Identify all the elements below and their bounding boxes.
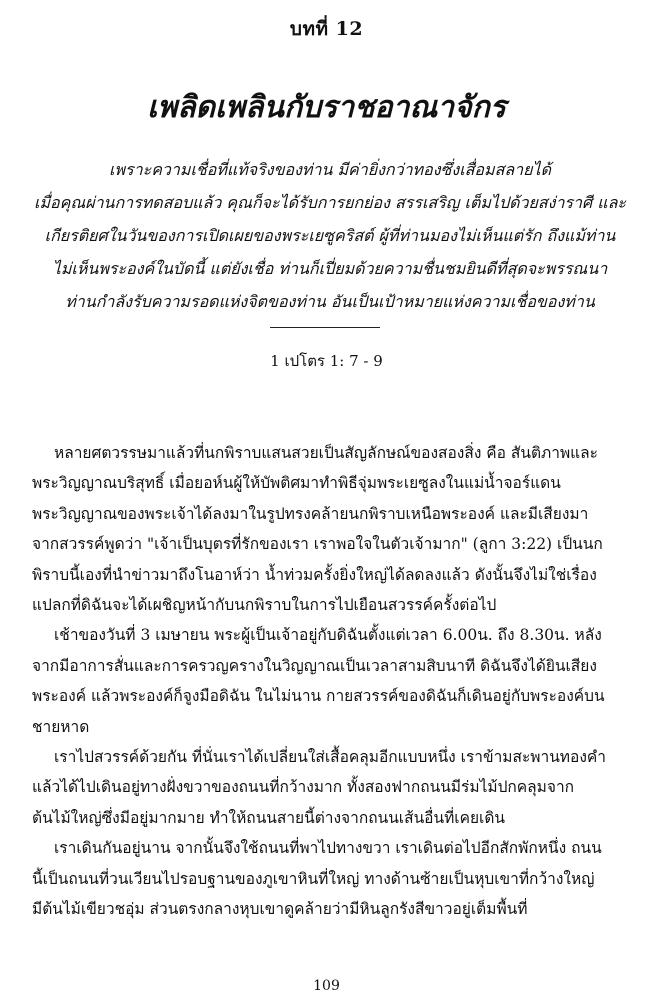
body-line: ชายหาด — [32, 717, 90, 736]
body-line: มีต้นไม้เขียวชอุ่ม ส่วนตรงกลางหุบเขาดูคล้ายว่ามีหินลูกรังสีขาวอยู่เต็มพื้นที่ — [32, 900, 528, 919]
body-text — [32, 438, 636, 925]
body-line: พระวิญญาณของพระเจ้าได้ลงมาในรูปทรงคล้ายนกพิราบเหนือพระองค์ และมีเสียงมา — [32, 504, 589, 523]
body-line: จากสวรรค์พูดว่า "เจ้าเป็นบุตรที่รักของเรา เราพอใจในตัวเจ้ามาก" (ลูกา 3:22) เป็นนก — [32, 535, 603, 554]
body-line: เช้าของวันที่ 3 เมษายน พระผู้เป็นเจ้าอยู่กับดิฉันตั้งแต่เวลา 6.00น. ถึง 8.30น. หลัง — [54, 626, 602, 645]
body-line: ต้นไม้ใหญ่ซึ่งมีอยู่มากมาย ทำให้ถนนสายนี้ต่างจากถนนเส้นอื่นที่เคยเดิน — [32, 808, 505, 827]
body-line: แล้วได้ไปเดินอยู่ทางฝั่งขวาของถนนที่กว้างมาก ทั้งสองฟากถนนมีร่มไม้ปกคลุมจาก — [32, 778, 575, 797]
page-number: 109 — [313, 978, 340, 994]
body-line: เราไปสวรรค์ด้วยกัน ที่นั่นเราได้เปลี่ยนใส่เสื้อคลุมอีกแบบหนึ่ง เราข้ามสะพานทองคำ — [54, 748, 606, 767]
epigraph-line: ไม่เห็นพระองค์ในบัดนี้ แต่ยังเชื่อ ท่านก็เปี่ยมด้วยความชื่นชมยินดีที่สุดจะพรรณนา — [52, 259, 608, 278]
chapter-title: เพลิดเพลินกับราชอาณาจักร — [147, 90, 506, 125]
chapter-number: บทที่ 12 — [289, 18, 364, 40]
body-line: พระองค์ แล้วพระองค์ก็จูงมือดิฉัน ในไม่นาน กายสวรรค์ของดิฉันก็เดินอยู่กับพระองค์บน — [32, 687, 605, 706]
epigraph-line: ท่านกำลังรับความรอดแห่งจิตของท่าน อันเป็นเป้าหมายแห่งความเชื่อของท่าน — [65, 292, 595, 311]
epigraph-line: เมื่อคุณผ่านการทดสอบแล้ว คุณก็จะได้รับการยกย่อง สรรเสริญ เต็มไปด้วยสง่าราศี และ — [34, 193, 626, 212]
body-line: พระวิญญาณบริสุทธิ์ เมื่อยอห์นผู้ให้บัพติศมาทำพิธีจุ่มพระเยซูลงในแม่น้ำจอร์แดน — [32, 474, 561, 493]
body-line: เราเดินกันอยู่นาน จากนั้นจึงใช้ถนนที่พาไปทางขวา เราเดินต่อไปอีกสักพักหนึ่ง ถนน — [54, 839, 602, 858]
body-line: นี้เป็นถนนที่วนเวียนไปรอบฐานของภูเขาหินที่ใหญ่ ทางด้านซ้ายเป็นหุบเขาที่กว้างใหญ่ — [32, 869, 595, 888]
epigraph-line: เกียรติยศในวันของการเปิดเผยของพระเยซูคริสต์ ผู้ที่ท่านมองไม่เห็นแต่รัก ถึงแม้ท่าน — [44, 226, 616, 245]
epigraph-divider — [270, 327, 380, 328]
body-line: พิราบนี้เองที่นำข่าวมาถึงโนอาห์ว่า น้ำท่วมครั้งยิ่งใหญ่ได้ลดลงแล้ว ดังนั้นจึงไม่ใช่เรื่อง — [32, 565, 597, 584]
body-line: หลายศตวรรษมาแล้วที่นกพิราบแสนสวยเป็นสัญลักษณ์ของสองสิ่ง คือ สันติภาพและ — [54, 444, 598, 462]
scripture-reference: 1 เปโตร 1: 7 - 9 — [270, 352, 383, 370]
epigraph-line: เพราะความเชื่อที่แท้จริงของท่าน มีค่ายิ่งกว่าทองซึ่งเสื่อมสลายได้ — [109, 160, 551, 179]
body-line: แปลกที่ดิฉันจะได้เผชิญหน้ากับนกพิราบในการไปเยือนสวรรค์ครั้งต่อไป — [32, 596, 497, 615]
epigraph — [30, 153, 630, 318]
body-line: จากมีอาการสั่นและการครวญครางในวิญญาณเป็นเวลาสามสิบนาที ดิฉันจึงได้ยินเสียง — [32, 656, 597, 675]
